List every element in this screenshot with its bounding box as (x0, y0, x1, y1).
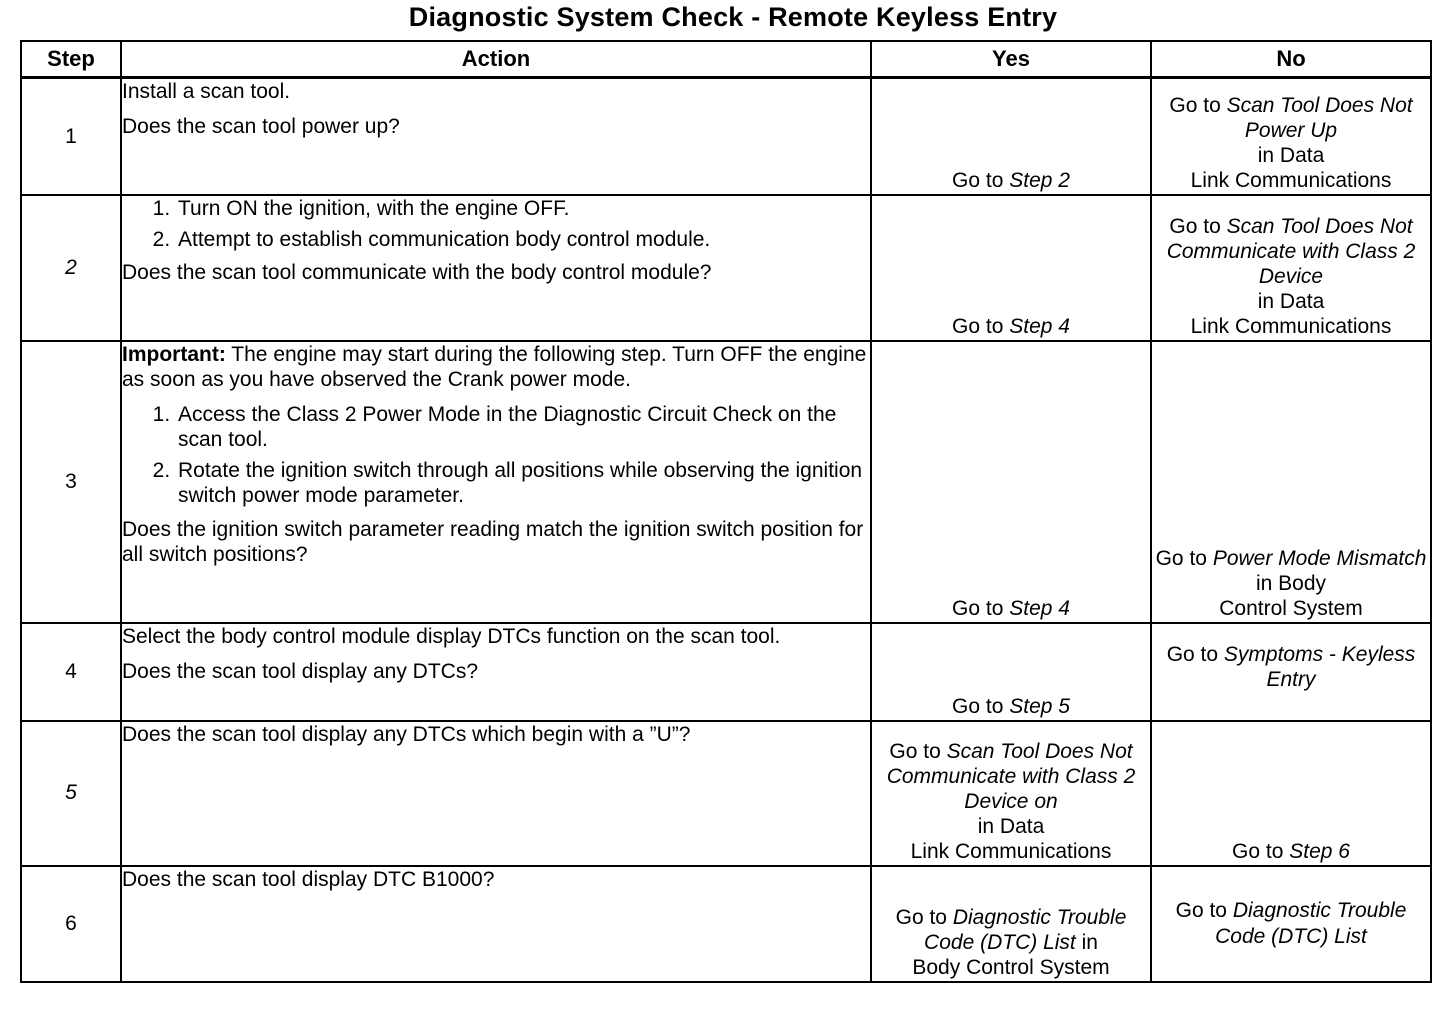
step-number: 6 (21, 866, 121, 982)
action-step: 1. Turn ON the ignition, with the engine OFF. (176, 196, 870, 221)
table-row (21, 623, 1431, 721)
go-to-text: Go to (1175, 899, 1227, 923)
yes-cell (871, 341, 1151, 623)
step-link[interactable]: Step 4 (1009, 315, 1070, 339)
no-cell (1151, 195, 1431, 341)
action-question: Does the scan tool display any DTCs which begin with a ”U”? (122, 722, 691, 746)
header-step: Step (21, 41, 121, 78)
action-cell (121, 623, 871, 721)
go-to-text: Go to (952, 597, 1004, 621)
no-cell (1151, 623, 1431, 721)
diagnostic-table (20, 40, 1432, 983)
important-label: Important: (122, 342, 226, 366)
page-title: Diagnostic System Check - Remote Keyless Entry (408, 2, 1058, 32)
step-number: 3 (21, 341, 121, 623)
no-cell (1151, 866, 1431, 982)
step-number: 4 (21, 623, 121, 721)
action-cell (121, 195, 871, 341)
section-text: in (1081, 931, 1098, 955)
action-text: Install a scan tool. (122, 80, 291, 103)
section-text: Control System (1219, 597, 1363, 621)
yes-cell (871, 195, 1151, 341)
header-yes: Yes (871, 41, 1151, 78)
step-number: 5 (21, 721, 121, 866)
go-to-text: Go to (889, 739, 941, 763)
section-text: in Data (1257, 144, 1325, 168)
section-text: in Data (1257, 290, 1325, 314)
section-text: in Data (977, 815, 1045, 839)
section-text: Link Communications (1190, 315, 1392, 339)
table-row (21, 721, 1431, 866)
go-to-text: Go to (895, 905, 947, 929)
action-cell (121, 866, 871, 982)
action-text: Select the body control module display DTCs function on the scan tool. (122, 624, 781, 648)
go-to-text: Go to (1232, 840, 1284, 864)
section-text: Link Communications (910, 840, 1112, 864)
procedure-link[interactable]: Power Mode Mismatch (1212, 546, 1427, 570)
action-cell (121, 341, 871, 623)
step-link[interactable]: Step 5 (1009, 695, 1070, 719)
section-text: in Body (1255, 572, 1327, 596)
procedure-link[interactable]: Symptoms - Keyless Entry (1223, 642, 1416, 691)
action-steps (122, 402, 870, 509)
go-to-text: Go to (952, 695, 1004, 719)
step-link[interactable]: Step 6 (1289, 840, 1350, 864)
step-number: 1 (21, 78, 121, 195)
header-row (21, 41, 1431, 78)
yes-cell (871, 623, 1151, 721)
action-step: 2. Rotate the ignition switch through all positions while observing the ignition switch power mode parameter. (176, 458, 870, 508)
action-question: Does the scan tool communicate with the body control module? (122, 260, 712, 284)
go-to-text: Go to (1169, 214, 1221, 238)
table-row (21, 195, 1431, 341)
action-question: Does the scan tool display any DTCs? (122, 659, 479, 683)
yes-cell (871, 866, 1151, 982)
step-link[interactable]: Step 4 (1009, 597, 1070, 621)
action-question: Does the scan tool power up? (122, 115, 400, 139)
go-to-text: Go to (1169, 93, 1221, 117)
go-to-text: Go to (1155, 546, 1207, 570)
section-text: Link Communications (1190, 169, 1392, 193)
table-row (21, 866, 1431, 982)
action-question: Does the ignition switch parameter reading match the ignition switch position for all switch positions? (122, 517, 864, 566)
no-cell (1151, 78, 1431, 195)
procedure-link[interactable]: Diagnostic Trouble Code (DTC) List (924, 905, 1127, 955)
important-text: The engine may start during the following step. Turn OFF the engine as soon as you have observed the Crank power mode. (122, 342, 867, 391)
action-cell (121, 721, 871, 866)
action-steps (122, 196, 870, 252)
table-row (21, 78, 1431, 195)
important-note (122, 342, 870, 392)
procedure-link[interactable]: Scan Tool Does Not Communicate with Class 2 Device on (886, 739, 1136, 813)
action-step: 1. Access the Class 2 Power Mode in the Diagnostic Circuit Check on the scan tool. (176, 402, 870, 452)
go-to-text: Go to (1166, 642, 1219, 666)
action-question: Does the scan tool display DTC B1000? (122, 867, 495, 891)
action-cell (121, 78, 871, 195)
no-cell (1151, 341, 1431, 623)
go-to-text: Go to (952, 315, 1004, 339)
procedure-link[interactable]: Scan Tool Does Not Communicate with Class 2 Device (1166, 214, 1416, 288)
header-no: No (1151, 41, 1431, 78)
header-action: Action (121, 41, 871, 78)
go-to-text: Go to (952, 169, 1004, 193)
no-cell (1151, 721, 1431, 866)
action-step: 2. Attempt to establish communication body control module. (176, 227, 870, 252)
procedure-link[interactable]: Scan Tool Does Not Power Up (1226, 93, 1413, 142)
procedure-link[interactable]: Diagnostic Trouble Code (DTC) List (1215, 899, 1407, 948)
step-link[interactable]: Step 2 (1009, 169, 1070, 193)
yes-cell (871, 721, 1151, 866)
yes-cell (871, 78, 1151, 195)
section-text: Body Control System (912, 956, 1110, 980)
table-row (21, 341, 1431, 623)
step-number: 2 (21, 195, 121, 341)
